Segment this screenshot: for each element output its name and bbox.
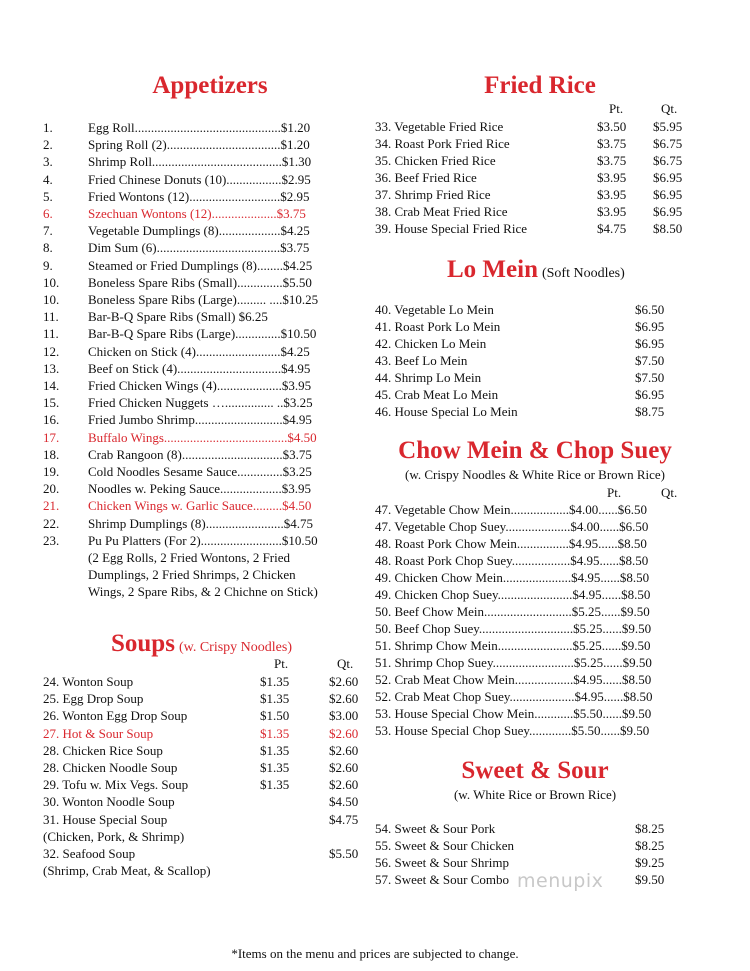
item-number: 3. — [43, 154, 53, 170]
item-text: Vegetable Dumplings (8)...................$4.25 — [88, 223, 310, 239]
item-name: 56. Sweet & Sour Shrimp — [375, 855, 509, 870]
item-text: Spring Roll (2)...................................$1.20 — [88, 137, 310, 153]
fried-rice-qt-label: Qt. — [661, 101, 678, 116]
item-name: 31. House Special Soup — [43, 811, 168, 827]
item-text: 49. Chicken Chow Mein.....................$4.95......$8.50 — [375, 570, 650, 585]
item-number: 21. — [43, 498, 60, 514]
price-qt: $3.00 — [329, 708, 359, 724]
item-text: Chicken Wings w. Garlic Sauce.........$4.50 — [88, 498, 312, 514]
price-qt: $2.60 — [329, 725, 359, 741]
soups-qt-label: Qt. — [337, 656, 354, 671]
price-qt: $4.50 — [329, 794, 359, 810]
price-qt: $6.95 — [653, 187, 683, 202]
item-price: $6.95 — [635, 336, 665, 351]
item-name: (Shrimp, Crab Meat, & Scallop) — [43, 863, 211, 879]
item-text: Chicken on Stick (4)..........................$4.25 — [88, 343, 310, 359]
price-qt: $2.60 — [329, 777, 359, 793]
item-text: Wings, 2 Spare Ribs, & 2 Chichne on Stick) — [88, 584, 318, 600]
item-text: Noodles w. Peking Sauce...................$3.95 — [88, 481, 312, 497]
price-qt: $6.95 — [653, 170, 683, 185]
item-name: 43. Beef Lo Mein — [375, 353, 468, 368]
item-price: $6.50 — [635, 302, 665, 317]
item-text: 48. Roast Pork Chop Suey..................$4.95......$8.50 — [375, 553, 649, 568]
item-text: 49. Chicken Chop Suey.......................$4.95......$8.50 — [375, 587, 651, 602]
item-name: 25. Egg Drop Soup — [43, 691, 144, 707]
item-text: Steamed or Fried Dumplings (8)........$4.25 — [88, 257, 313, 273]
item-text: Fried Wontons (12)............................$2.95 — [88, 188, 310, 204]
item-name: 28. Chicken Rice Soup — [43, 742, 163, 758]
price-pt: $3.95 — [597, 187, 627, 202]
price-pt: $1.35 — [260, 760, 290, 775]
lo-mein-subtitle: (Soft Noodles) — [541, 266, 625, 281]
item-number: 22. — [43, 515, 60, 531]
item-price: $9.25 — [635, 855, 665, 870]
item-text: (2 Egg Rolls, 2 Fried Wontons, 2 Fried — [88, 550, 291, 565]
fried-rice-title: Fried Rice — [484, 72, 596, 99]
item-name: 54. Sweet & Sour Pork — [375, 821, 496, 836]
item-name: 41. Roast Pork Lo Mein — [375, 319, 501, 334]
item-price: $6.95 — [635, 387, 665, 402]
price-pt: $3.50 — [597, 119, 627, 134]
soups-pt-label: Pt. — [274, 656, 289, 671]
item-number: 23. — [43, 532, 60, 548]
item-number: 11. — [43, 326, 59, 342]
item-name: 29. Tofu w. Mix Vegs. Soup — [43, 777, 189, 793]
item-name: 36. Beef Fried Rice — [375, 170, 477, 185]
price-pt: $1.35 — [260, 674, 290, 689]
price-qt: $6.75 — [653, 153, 683, 168]
price-pt: $4.75 — [597, 221, 627, 236]
price-pt: $3.95 — [597, 170, 627, 185]
item-text: Shrimp Dumplings (8)........................$4.75 — [88, 515, 313, 531]
item-name: 34. Roast Pork Fried Rice — [375, 136, 510, 151]
item-name: 37. Shrimp Fried Rice — [375, 187, 491, 202]
item-number: 1. — [43, 120, 53, 135]
item-text: 50. Beef Chop Suey.............................$5.25......$9.50 — [375, 621, 652, 636]
item-price: $9.50 — [635, 872, 665, 887]
price-qt: $5.95 — [653, 119, 683, 134]
price-qt: $8.50 — [653, 221, 683, 236]
item-name: 40. Vegetable Lo Mein — [375, 302, 494, 317]
item-name: 24. Wonton Soup — [43, 674, 134, 689]
item-name: 45. Crab Meat Lo Mein — [375, 387, 499, 402]
price-qt: $6.75 — [653, 136, 683, 151]
item-name: 27. Hot & Sour Soup — [43, 725, 154, 741]
price-pt: $1.35 — [260, 691, 290, 707]
item-number: 20. — [43, 481, 60, 497]
price-pt: $1.35 — [260, 725, 290, 741]
item-text: Boneless Spare Ribs (Large)......... ....$10.25 — [88, 292, 319, 307]
item-text: Boneless Spare Ribs (Small)..............$5.50 — [88, 274, 312, 290]
item-text: 53. House Special Chow Mein............$5.50......$9.50 — [375, 706, 652, 721]
item-number: 10. — [43, 292, 60, 307]
soups-subtitle: (w. Crispy Noodles) — [178, 640, 292, 655]
chow-mein-note: (w. Crispy Noodles & White Rice or Brown Rice) — [405, 467, 665, 482]
item-text: Fried Chinese Donuts (10).................$2.95 — [88, 171, 311, 187]
item-text: Bar-B-Q Spare Ribs (Large)..............$10.50 — [88, 326, 317, 342]
price-pt: $3.75 — [597, 153, 627, 168]
item-text: Szechuan Wontons (12)....................$3.75 — [88, 206, 306, 221]
price-qt: $5.50 — [329, 846, 359, 861]
item-number: 12. — [43, 343, 60, 359]
item-text: Buffalo Wings......................................$4.50 — [88, 429, 317, 445]
item-text: Egg Roll.............................................$1.20 — [88, 120, 311, 135]
price-qt: $2.60 — [329, 691, 359, 707]
item-price: $8.25 — [635, 821, 665, 836]
item-number: 4. — [43, 171, 53, 187]
item-number: 9. — [43, 257, 53, 273]
lo-mein-title: Lo Mein — [447, 256, 538, 283]
item-number: 8. — [43, 240, 53, 256]
price-qt: $6.95 — [653, 204, 683, 219]
item-number: 7. — [43, 223, 53, 239]
item-name: 28. Chicken Noodle Soup — [43, 760, 178, 775]
item-text: Crab Rangoon (8)...............................$3.75 — [88, 446, 312, 462]
chow-mein-pt-label: Pt. — [607, 485, 622, 500]
item-text: 51. Shrimp Chow Mein.......................$5.25......$9.50 — [375, 638, 651, 653]
price-pt: $1.35 — [260, 777, 290, 793]
item-text: Beef on Stick (4)................................$4.95 — [88, 360, 311, 376]
price-qt: $2.60 — [329, 674, 359, 689]
item-text: Dumplings, 2 Fried Shrimps, 2 Chicken — [88, 567, 296, 583]
item-number: 18. — [43, 446, 60, 462]
item-number: 15. — [43, 395, 60, 411]
item-price: $8.75 — [635, 404, 665, 419]
item-price: $6.95 — [635, 319, 665, 334]
item-name: 26. Wonton Egg Drop Soup — [43, 708, 188, 724]
item-text: 47. Vegetable Chow Mein..................$4.00......$6.50 — [375, 502, 648, 517]
item-number: 2. — [43, 137, 53, 153]
item-text: Bar-B-Q Spare Ribs (Small) $6.25 — [88, 309, 268, 325]
item-name: 39. House Special Fried Rice — [375, 221, 527, 236]
price-qt: $4.75 — [329, 811, 359, 827]
item-number: 6. — [43, 206, 53, 221]
item-text: Cold Noodles Sesame Sauce..............$3.25 — [88, 464, 312, 479]
item-number: 11. — [43, 309, 59, 325]
item-text: Shrimp Roll........................................$1.30 — [88, 154, 312, 170]
price-pt: $1.50 — [260, 708, 290, 724]
chow-mein-title: Chow Mein & Chop Suey — [398, 437, 672, 464]
item-name: 55. Sweet & Sour Chicken — [375, 838, 515, 853]
fried-rice-pt-label: Pt. — [609, 101, 624, 116]
item-text: 50. Beef Chow Mein...........................$5.25......$9.50 — [375, 604, 650, 619]
item-number: 14. — [43, 378, 60, 393]
item-text: Pu Pu Platters (For 2).........................$10.50 — [88, 532, 318, 548]
price-pt: $3.95 — [597, 204, 627, 219]
price-qt: $2.60 — [329, 760, 359, 775]
item-text: 47. Vegetable Chop Suey....................$4.00......$6.50 — [375, 519, 649, 534]
item-text: Dim Sum (6)......................................$3.75 — [88, 240, 310, 256]
item-name: 38. Crab Meat Fried Rice — [375, 204, 508, 219]
item-text: Fried Chicken Nuggets …............... ..$3.25 — [88, 395, 313, 411]
item-name: 33. Vegetable Fried Rice — [375, 119, 504, 134]
chow-mein-qt-label: Qt. — [661, 485, 678, 500]
item-name: 32. Seafood Soup — [43, 846, 136, 861]
item-name: 35. Chicken Fried Rice — [375, 153, 496, 168]
item-text: Fried Chicken Wings (4)....................$3.95 — [88, 378, 312, 393]
item-number: 5. — [43, 188, 53, 204]
item-text: Fried Jumbo Shrimp...........................$4.95 — [88, 412, 312, 428]
item-text: 53. House Special Chop Suey.............$5.50......$9.50 — [375, 723, 650, 738]
lo-mein-heading — [447, 256, 625, 284]
item-text: 52. Crab Meat Chop Suey....................$4.95......$8.50 — [375, 689, 653, 704]
item-price: $7.50 — [635, 370, 665, 385]
item-name: 46. House Special Lo Mein — [375, 404, 518, 419]
item-text: 51. Shrimp Chop Suey.........................$5.25......$9.50 — [375, 655, 652, 670]
item-name: (Chicken, Pork, & Shrimp) — [43, 828, 185, 844]
item-name: 30. Wonton Noodle Soup — [43, 794, 175, 810]
footer-note: *Items on the menu and prices are subjected to change. — [231, 946, 519, 961]
watermark-logo: menupix — [517, 870, 604, 892]
item-number: 17. — [43, 429, 60, 445]
item-name: 44. Shrimp Lo Mein — [375, 370, 482, 385]
soups-heading — [111, 630, 292, 658]
appetizers-title: Appetizers — [152, 72, 268, 99]
item-number: 19. — [43, 464, 60, 479]
soups-title: Soups — [111, 630, 175, 657]
item-text: 52. Crab Meat Chow Mein..................$4.95......$8.50 — [375, 672, 652, 687]
item-text: 48. Roast Pork Chow Mein................$4.95......$8.50 — [375, 536, 647, 551]
item-number: 13. — [43, 360, 60, 376]
item-price: $8.25 — [635, 838, 665, 853]
price-pt: $1.35 — [260, 742, 290, 758]
sweet-sour-note: (w. White Rice or Brown Rice) — [453, 787, 617, 802]
sweet-sour-title: Sweet & Sour — [461, 757, 609, 784]
item-number: 16. — [43, 412, 60, 428]
price-pt: $3.75 — [597, 136, 627, 151]
item-name: 42. Chicken Lo Mein — [375, 336, 487, 351]
price-qt: $2.60 — [329, 742, 359, 758]
item-name: 57. Sweet & Sour Combo — [375, 872, 509, 887]
item-price: $7.50 — [635, 353, 665, 368]
item-number: 10. — [43, 274, 60, 290]
